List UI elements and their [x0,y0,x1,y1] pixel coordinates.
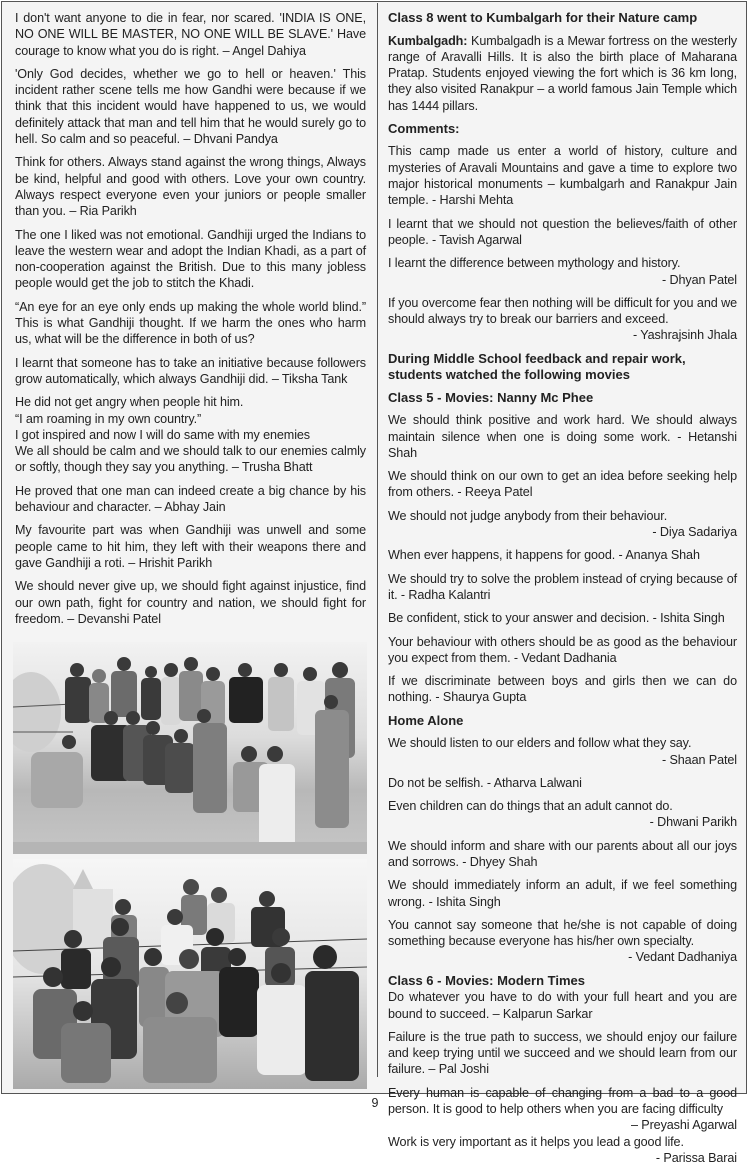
comment-harshi-mehta: This camp made us enter a world of history, culture and mysteries of Aravali Mountains and gave a time to explore two major historical monuments – kumbalgarh and Ranakpur Jain temple. - Harshi Mehta [388,144,737,208]
comment-yashrajsinh-jhala [388,295,737,344]
comment-reeya-patel: We should think on our own to get an idea before seeking help from others. - Reeya Patel [388,469,737,500]
comment-author: - Dhwani Parikh [649,815,737,830]
page-frame [1,1,747,1165]
comment-parissa-barai [388,1134,737,1166]
comment-line: “I am roaming in my own country.” [15,411,202,426]
comment-text: We should listen to our elders and follow what they say. [388,736,692,751]
comment-author: - Dhyan Patel [661,272,737,287]
comment-text: If you overcome fear then nothing will be difficult for you and we should always try to break our barriers and exceed. [388,295,737,327]
comment-text: Even children can do things that an adult cannot do. [388,799,673,814]
comment-pal-joshi: Failure is the true path to success, we should enjoy our failure and keep trying until we succeed and we should learn from our failure. – Pal Joshi [388,1029,737,1077]
comment-author: - Shaan Patel [661,752,737,767]
comment-ishita-singh-2: We should immediately inform an adult, if we feel something wrong. - Ishita Singh [388,878,737,909]
intro-text: Kumbalgadh is a Mewar fortress on the westerly range of Aravalli Hills. It is also the birth place of Maharana Pratap. Students enjoyed viewing the fort which is 36 km long, they also visited Ranakpur – a world famous Jain Temple which has 1444 pillars. [388,33,737,113]
intro-label: Kumbalgadh: [388,33,468,48]
comment-trusha-bhatt [15,394,366,475]
comment-diya-sadariya [388,508,737,541]
comment-ishita-singh: Be confident, stick to your answer and decision. - Ishita Singh [388,611,725,626]
comment-angel-dahiya: I don't want anyone to die in fear, nor scared. 'INDIA IS ONE, NO ONE WILL BE MASTER, NO ONE WILL BE SLAVE.' Have courage to know what you do is right. – Angel Dahiya [15,11,366,58]
movies-heading: During Middle School feedback and repair work, students watched the following movies [388,350,686,383]
comment-shaurya-gupta: If we discriminate between boys and girls then we can do nothing. - Shaurya Gupta [388,674,737,705]
comment-author: - Vedant Dadhaniya [628,950,737,965]
comment-author: - Diya Sadariya [652,525,737,540]
comment-devanshi-patel: We should never give up, we should fight against injustice, find our own path, fight for country and nation, we should fight for freedom. – Devanshi Patel [15,579,366,626]
comment-author: - Yashrajsinh Jhala [632,328,737,343]
comment-ananya-shah: When ever happens, it happens for good. - Ananya Shah [388,548,700,563]
page-number: 9 [371,1096,379,1110]
comment-text: Every human is capable of changing from a bad to a good person. It is good to help others when you are facing difficulty [388,1085,737,1117]
comment-tavish-agarwal: I learnt that we should not question the believes/faith of other people. - Tavish Agarwal [388,216,737,247]
comment-vedant-dadhania: Your behaviour with others should be as good as the behaviour you expect from them. - Vedant Dadhania [388,634,737,665]
comment-line: I got inspired and now I will do same with my enemies [15,427,310,442]
comment-dhyan-patel [388,255,737,288]
comment-hetanshi-shah: We should think positive and work hard. We should always maintain silence when one is doing some work. - Hetanshi Shah [388,413,737,460]
comment-line: We all should be calm and we should talk to our enemies calmly or softly, though they say you anything. – Trusha Bhatt [15,444,366,475]
comment-text: We should not judge anybody from their behaviour. [388,508,668,523]
comment-radha-kalantri: We should try to solve the problem instead of crying because of it. - Radha Kalantri [388,571,737,602]
comment-khadi: The one I liked was not emotional. Gandhiji urged the Indians to leave the western wear and adopt the Indian Khadi, as a part of non-cooperation against the British. Due to this many jobless people would get the job to stitch the Khadi. [15,227,366,291]
comment-line: He did not get angry when people hit him. [15,395,244,410]
comment-text: I learnt the difference between mythology and history. [388,256,681,271]
comment-eye-for-eye: “An eye for an eye only ends up making the whole world blind.” This is what Gandhiji thought. If we harm the ones who harm us, what will be the difference in both of us? [15,299,366,347]
comment-text: Work is very important as it helps you lead a good life. [388,1134,684,1149]
comment-hrishit-parikh: My favourite part was when Gandhiji was unwell and some people came to hit him, they left with their weapons there and gave Gandhiji a roti. – Hrishit Parikh [15,523,366,570]
comment-vedant-dadhaniya [388,917,737,966]
group-photo-fort [13,642,367,854]
comment-text: You cannot say someone that he/she is not capable of doing something because everyone has his/her own specialty. [388,917,737,949]
comment-dhyey-shah: We should inform and share with our parents about all our joys and sorrows. - Dhyey Shah [388,838,737,869]
class5-heading: Class 5 - Movies: Nanny Mc Phee [388,389,594,405]
comment-author: - Parissa Barai [655,1150,737,1165]
comment-dhvani-pandya: 'Only God decides, whether we go to hell or heaven.' This incident rather scene tells me how Gandhi were because if we think that this incident would have happened to us, we would definitely attack that man and tell him that he would surely go to hell. So calm and so peaceful. – Dhvani Pandya [15,66,366,147]
home-alone-heading: Home Alone [388,712,464,728]
comment-atharva-lalwani: Do not be selfish. - Atharva Lalwani [388,775,582,790]
section-title-nature-camp: Class 8 went to Kumbalgarh for their Nature camp [388,10,698,25]
group-photo-temple [13,859,367,1089]
comment-abhay-jain: He proved that one man can indeed create a big chance by his behaviour and character. – Abhay Jain [15,483,366,515]
class6-heading: Class 6 - Movies: Modern Times [388,972,585,988]
comment-author: – Preyashi Agarwal [630,1118,737,1133]
comment-tiksha-tank: I learnt that someone has to take an initiative because followers grow automatically, which always Gandhiji did. – Tiksha Tank [15,355,366,386]
comments-heading: Comments: [388,120,460,136]
kumbalgadh-intro [388,33,737,114]
comment-kalparun-sarkar: Do whatever you have to do with your full heart and you are bound to succeed. – Kalparun Sarkar [388,990,737,1021]
right-column [378,3,749,1165]
comment-ria-parikh: Think for others. Always stand against the wrong things, Always be kind, helpful and good with others. Love your own country. Always respect everyone even your juniors or people smaller than you. – Ria Parikh [15,155,366,219]
comment-shaan-patel [388,735,737,768]
comment-dhwani-parikh [388,798,737,831]
